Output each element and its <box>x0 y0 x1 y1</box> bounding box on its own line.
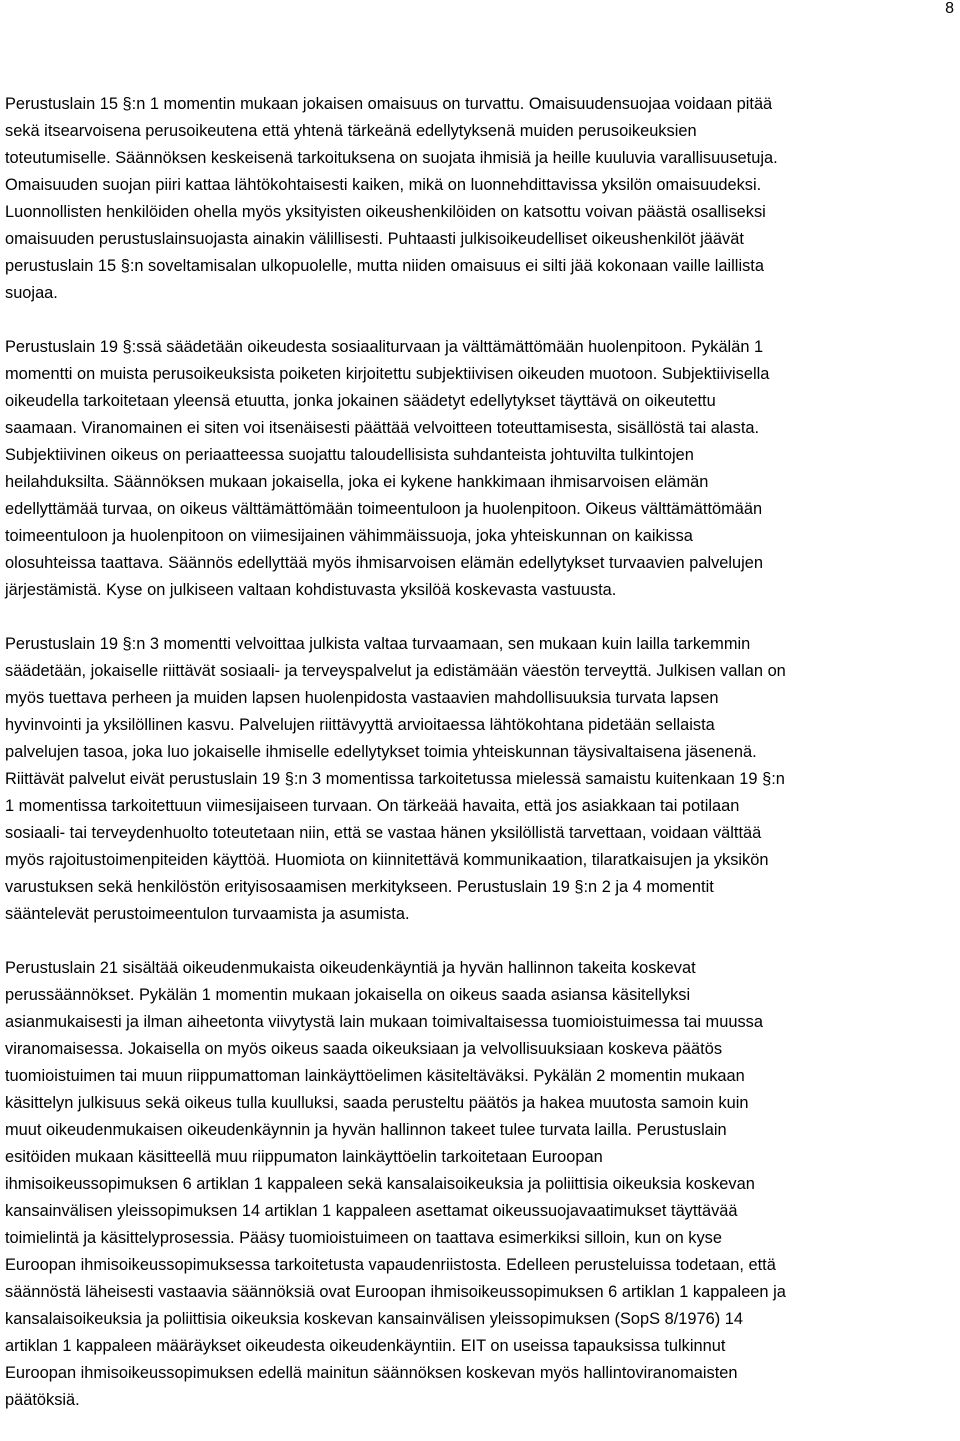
text-line: viranomaisessa. Jokaisella on myös oikeus saada oikeuksiaan ja velvollisuuksiaan koskeva päätös <box>5 1040 723 1058</box>
text-line: myös tuettava perheen ja muiden lapsen huolenpidosta vastaavien mahdollisuuksia turvata lapsen <box>5 689 719 707</box>
text-line: perussäännökset. Pykälän 1 momentin mukaan jokaisella on oikeus saada asiansa käsitellyksi <box>5 986 691 1004</box>
text-line: käsittelyn julkisuus sekä oikeus tulla kuulluksi, saada perusteltu päätös ja hakea muutosta samoin kuin <box>5 1094 749 1112</box>
text-line: asianmukaisesti ja ilman aiheetonta viivytystä lain mukaan toimivaltaisessa tuomioistuimessa tai muussa <box>5 1013 763 1031</box>
text-line: tuomioistuimen tai muun riippumattoman lainkäyttöelimen käsiteltäväksi. Pykälän 2 momentin mukaan <box>5 1067 745 1085</box>
text-line: Perustuslain 19 §:n 3 momentti velvoittaa julkista valtaa turvaamaan, sen mukaan kuin lailla tarkemmin <box>5 635 751 653</box>
text-line: palvelujen tasoa, joka luo jokaiselle ihmiselle edellytykset toimia yhteiskunnan täysivaltaisena jäsenenä. <box>5 743 757 761</box>
text-line: olosuhteissa taattava. Säännös edellyttää myös ihmisarvoisen elämän edellytykset turvaavien palvelujen <box>5 554 764 572</box>
text-line: suojaa. <box>5 284 58 302</box>
text-line: Euroopan ihmisoikeussopimuksen edellä mainitun säännöksen koskevan myös hallintoviranomaisten <box>5 1364 738 1382</box>
paragraph <box>5 955 957 1414</box>
text-line: heilahduksilta. Säännöksen mukaan jokaisella, joka ei kykene hankkimaan ihmisarvoisen elämän <box>5 473 709 491</box>
text-line: päätöksiä. <box>5 1391 80 1409</box>
text-line: toimielintä ja käsittelyprosessia. Pääsy tuomioistuimeen on taattava esimerkiksi silloin, kun on kyse <box>5 1229 722 1247</box>
text-line: sekä itsearvoisena perusoikeutena että yhtenä tärkeänä edellytyksenä muiden perusoikeuksien <box>5 122 697 140</box>
text-line: Euroopan ihmisoikeussopimuksessa tarkoitetusta vapaudenriistosta. Edelleen perusteluissa todetaan, että <box>5 1256 776 1274</box>
text-line: Omaisuuden suojan piiri kattaa lähtökohtaisesti kaiken, mikä on luonnehdittavissa yksilön omaisuudeksi. <box>5 176 762 194</box>
text-line: säännöstä läheisesti vastaavia säännöksiä ovat Euroopan ihmisoikeussopimuksen 6 artiklan 1 kappaleen ja <box>5 1283 786 1301</box>
text-line: Perustuslain 21 sisältää oikeudenmukaista oikeudenkäyntiä ja hyvän hallinnon takeita koskevat <box>5 959 696 977</box>
text-line: varustuksen sekä henkilöstön erityisosaamisen merkitykseen. Perustuslain 19 §:n 2 ja 4 momentit <box>5 878 714 896</box>
text-line: Perustuslain 15 §:n 1 momentin mukaan jokaisen omaisuus on turvattu. Omaisuudensuojaa voidaan pitää <box>5 95 773 113</box>
text-line: esitöiden mukaan käsitteellä muu riippumaton lainkäyttöelin tarkoitetaan Euroopan <box>5 1148 603 1166</box>
text-line: muut oikeudenmukaisen oikeudenkäynnin ja hyvän hallinnon takeet tulee turvata lailla. Perustuslain <box>5 1121 727 1139</box>
text-line: ihmisoikeussopimuksen 6 artiklan 1 kappaleen sekä kansalaisoikeuksia ja poliittisia oikeuksia koskevan <box>5 1175 755 1193</box>
text-line: järjestämistä. Kyse on julkiseen valtaan kohdistuvasta yksilöä koskevasta vastuusta. <box>5 581 617 599</box>
text-line: edellyttämää turvaa, on oikeus välttämättömään toimeentuloon ja huolenpitoon. Oikeus välttämättömään <box>5 500 763 518</box>
text-line: momentti on muista perusoikeuksista poiketen kirjoitettu subjektiivisen oikeuden muotoon. Subjektiivisella <box>5 365 770 383</box>
text-line: Luonnollisten henkilöiden ohella myös yksityisten oikeushenkilöiden on katsottu voivan päästä osalliseksi <box>5 203 766 221</box>
text-line: sosiaali- tai terveydenhuolto toteutetaan niin, että se vastaa hänen yksilöllistä tarvettaan, voidaan välttää <box>5 824 762 842</box>
text-line: Riittävät palvelut eivät perustuslain 19 §:n 3 momentissa tarkoitetussa mielessä samaistu kuitenkaan 19 §:n <box>5 770 785 788</box>
text-line: kansalaisoikeuksia ja poliittisia oikeuksia koskevan kansainvälisen yleissopimuksen (SopS 8/1976) 14 <box>5 1310 743 1328</box>
text-line: toimeentuloon ja huolenpitoon on viimesijainen vähimmäissuoja, joka yhteiskunnan on kaikissa <box>5 527 693 545</box>
page-number: 8 <box>945 0 954 17</box>
text-line: Perustuslain 19 §:ssä säädetään oikeudesta sosiaaliturvaan ja välttämättömään huolenpitoon. Pykälän 1 <box>5 338 764 356</box>
paragraph <box>5 334 957 604</box>
text-line: myös rajoitustoimenpiteiden käyttöä. Huomiota on kiinnitettävä kommunikaation, tilaratkaisujen ja yksikön <box>5 851 769 869</box>
document-body <box>5 91 957 1441</box>
text-line: oikeudella tarkoitetaan yleensä etuutta, jonka jokainen säädetyt edellytykset täyttävä on oikeutettu <box>5 392 716 410</box>
text-line: hyvinvointi ja yksilöllinen kasvu. Palvelujen riittävyyttä arvioitaessa lähtökohtana pidetään sellaista <box>5 716 715 734</box>
text-line: säädetään, jokaiselle riittävät sosiaali- ja terveyspalvelut ja edistämään väestön terveyttä. Julkisen vallan on <box>5 662 786 680</box>
text-line: kansainvälisen yleissopimuksen 14 artiklan 1 kappaleen asettamat oikeussuojavaatimukset täyttävää <box>5 1202 738 1220</box>
text-line: toteutumiselle. Säännöksen keskeisenä tarkoituksena on suojata ihmisiä ja heille kuuluvia varallisuusetuja. <box>5 149 778 167</box>
text-line: omaisuuden perustuslainsuojasta ainakin välillisesti. Puhtaasti julkisoikeudelliset oikeushenkilöt jäävät <box>5 230 744 248</box>
text-line: saamaan. Viranomainen ei siten voi itsenäisesti päättää velvoitteen toteuttamisesta, sisällöstä tai alasta. <box>5 419 760 437</box>
text-line: artiklan 1 kappaleen määräykset oikeudesta oikeudenkäyntiin. EIT on useissa tapauksissa tulkinnut <box>5 1337 726 1355</box>
text-line: Subjektiivinen oikeus on periaatteessa suojattu taloudellisista suhdanteista johtuvilta tulkintojen <box>5 446 694 464</box>
paragraph <box>5 631 957 928</box>
text-line: 1 momentissa tarkoitettuun viimesijaiseen turvaan. On tärkeää havaita, että jos asiakkaan tai potilaan <box>5 797 740 815</box>
text-line: perustuslain 15 §:n soveltamisalan ulkopuolelle, mutta niiden omaisuus ei silti jää kokonaan vaille laillista <box>5 257 764 275</box>
paragraph <box>5 91 957 307</box>
text-line: sääntelevät perustoimeentulon turvaamista ja asumista. <box>5 905 410 923</box>
